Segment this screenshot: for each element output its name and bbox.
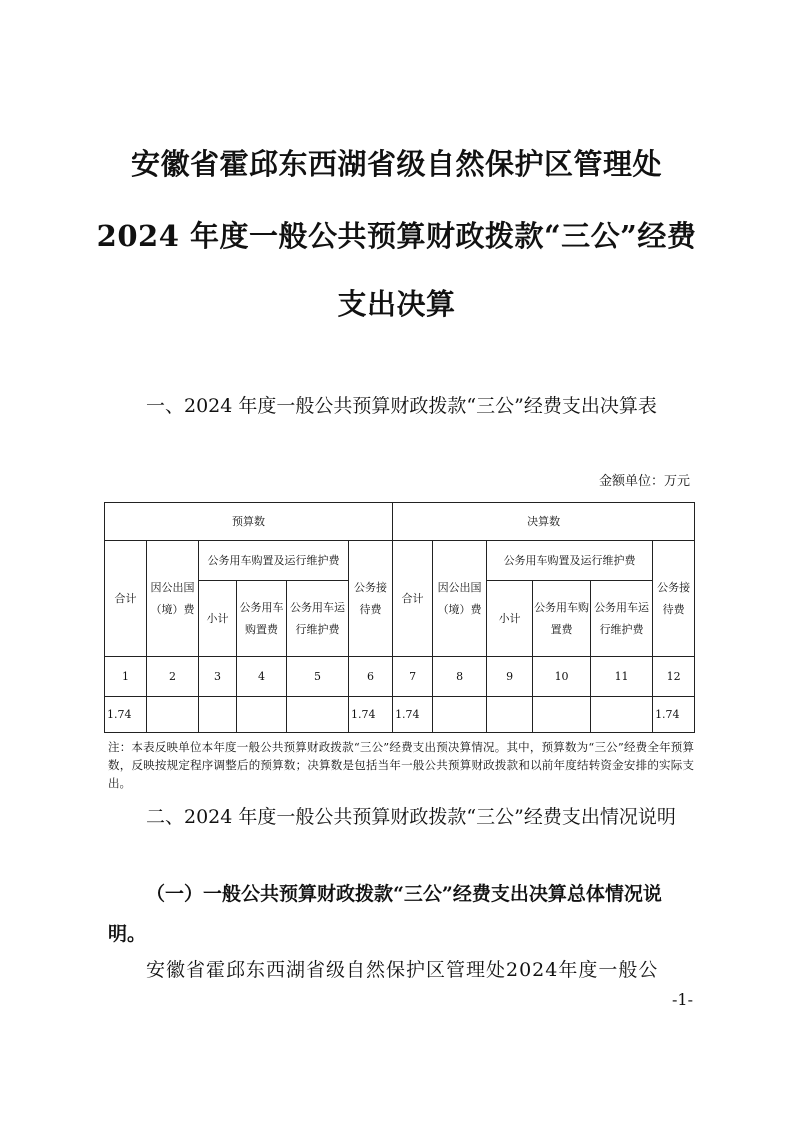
section-heading-1: 一、2024 年度一般公共预算财政拨款“三公”经费支出决算表 bbox=[146, 395, 657, 417]
budget-header: 预算数 bbox=[105, 503, 393, 541]
header-subtotal-final: 小计 bbox=[487, 581, 533, 657]
header-reception-final: 公务接待费 bbox=[653, 541, 695, 657]
header-operation-final: 公务用车运行维护费 bbox=[591, 581, 653, 657]
header-vehicle-budget: 公务用车购置及运行维护费 bbox=[199, 541, 349, 581]
col-number: 4 bbox=[237, 657, 287, 697]
col-number: 6 bbox=[349, 657, 393, 697]
col-number: 1 bbox=[105, 657, 147, 697]
value-cell: 1.74 bbox=[653, 697, 695, 733]
header-purchase-budget: 公务用车购置费 bbox=[237, 581, 287, 657]
document-title-line-1: 安徽省霍邱东西湖省级自然保护区管理处 bbox=[130, 147, 662, 181]
header-vehicle-final: 公务用车购置及运行维护费 bbox=[487, 541, 653, 581]
value-cell bbox=[287, 697, 349, 733]
header-travel-budget: 因公出国（境）费 bbox=[147, 541, 199, 657]
value-cell: 1.74 bbox=[393, 697, 433, 733]
value-cell bbox=[533, 697, 591, 733]
value-cell bbox=[237, 697, 287, 733]
header-total-final: 合计 bbox=[393, 541, 433, 657]
col-number: 5 bbox=[287, 657, 349, 697]
expenditure-table bbox=[104, 502, 695, 733]
col-number: 3 bbox=[199, 657, 237, 697]
col-number: 2 bbox=[147, 657, 199, 697]
header-purchase-final: 公务用车购置费 bbox=[533, 581, 591, 657]
table-note: 注：本表反映单位本年度一般公共预算财政拨款“三公”经费支出预决算情况。其中，预算数为“三公”经费全年预算数，反映按规定程序调整后的预算数；决算数是包括当年一般公共预算财政拨款和以前年度结转资金安排的实际支出。 bbox=[108, 740, 694, 790]
page-number: -1- bbox=[672, 990, 693, 1009]
col-number: 8 bbox=[433, 657, 487, 697]
col-number: 7 bbox=[393, 657, 433, 697]
header-reception-budget: 公务接待费 bbox=[349, 541, 393, 657]
document-title-line-3: 支出决算 bbox=[337, 287, 456, 321]
header-travel-final: 因公出国（境）费 bbox=[433, 541, 487, 657]
col-number: 10 bbox=[533, 657, 591, 697]
value-cell bbox=[487, 697, 533, 733]
col-number: 12 bbox=[653, 657, 695, 697]
value-cell: 1.74 bbox=[105, 697, 147, 733]
value-cell: 1.74 bbox=[349, 697, 393, 733]
document-title-line-2: 2024 年度一般公共预算财政拨款“三公”经费 bbox=[96, 219, 697, 253]
header-subtotal-budget: 小计 bbox=[199, 581, 237, 657]
header-total-budget: 合计 bbox=[105, 541, 147, 657]
unit-label: 金额单位：万元 bbox=[598, 474, 690, 489]
value-cell bbox=[591, 697, 653, 733]
body-paragraph: 安徽省霍邱东西湖省级自然保护区管理处2024年度一般公 bbox=[146, 959, 659, 981]
subsection-heading-1: （一）一般公共预算财政拨款“三公”经费支出决算总体情况说明。 bbox=[108, 883, 662, 945]
value-cell bbox=[147, 697, 199, 733]
value-cell bbox=[433, 697, 487, 733]
header-operation-budget: 公务用车运行维护费 bbox=[287, 581, 349, 657]
col-number: 11 bbox=[591, 657, 653, 697]
final-header: 决算数 bbox=[393, 503, 695, 541]
col-number: 9 bbox=[487, 657, 533, 697]
section-heading-2: 二、2024 年度一般公共预算财政拨款“三公”经费支出情况说明 bbox=[146, 806, 676, 828]
value-cell bbox=[199, 697, 237, 733]
